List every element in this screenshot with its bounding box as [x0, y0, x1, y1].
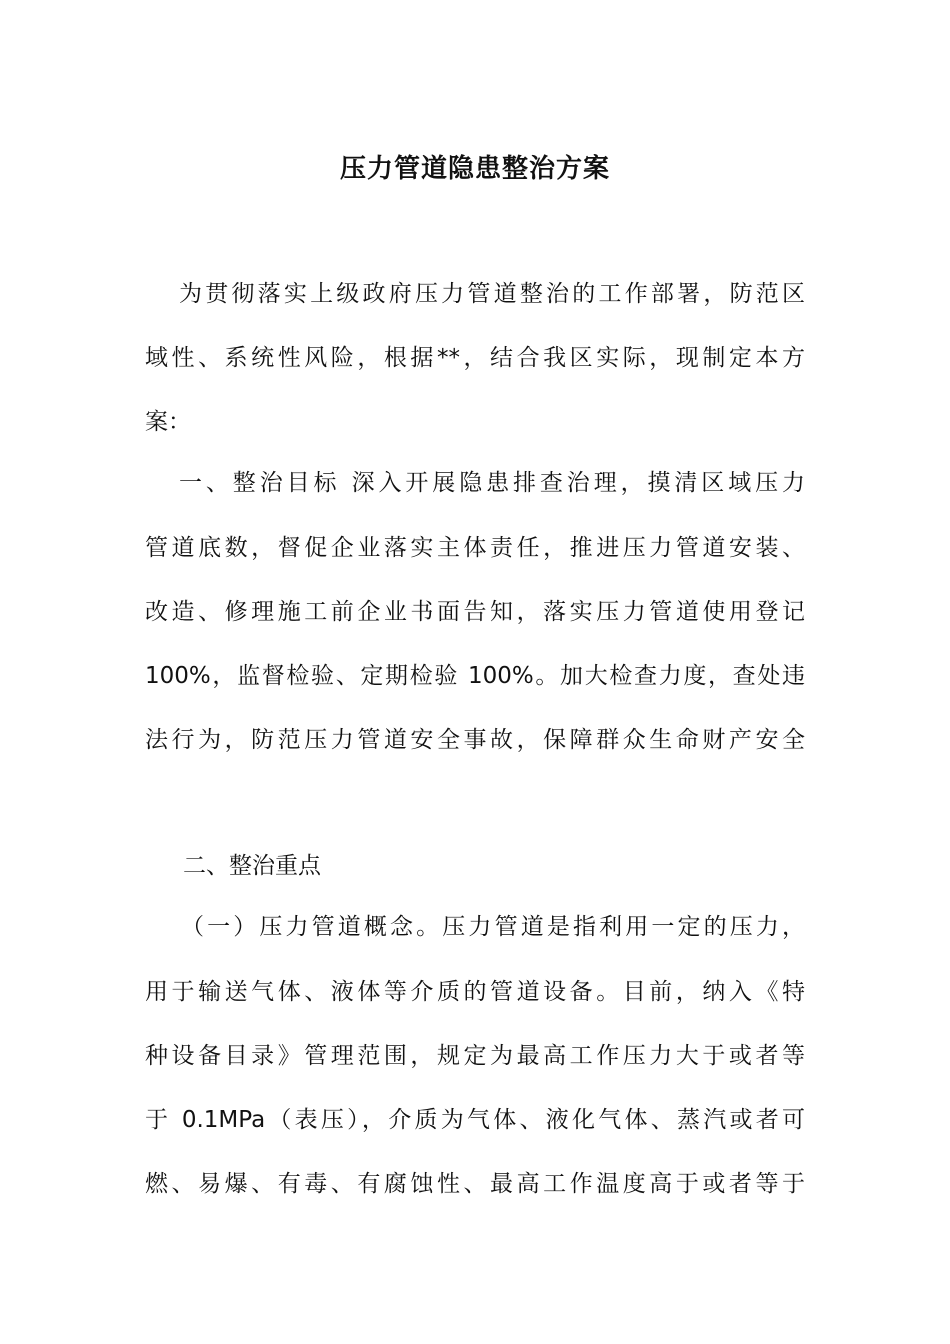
paragraph-line: 为贯彻落实上级政府压力管道整治的工作部署，防范区 [179, 281, 805, 307]
paragraph-line: 燃、易爆、有毒、有腐蚀性、最高工作温度高于或者等于 [145, 1171, 805, 1197]
paragraph-line: （一）压力管道概念。压力管道是指利用一定的压力， [181, 914, 805, 940]
paragraph-line: 改造、修理施工前企业书面告知，落实压力管道使用登记 [145, 599, 805, 625]
paragraph-line: 法行为，防范压力管道安全事故，保障群众生命财产安全 [145, 727, 805, 753]
document-title: 压力管道隐患整治方案 [339, 154, 610, 184]
paragraph-line: 域性、系统性风险，根据**，结合我区实际，现制定本方 [145, 345, 805, 371]
paragraph-line: 种设备目录》管理范围，规定为最高工作压力大于或者等 [145, 1043, 805, 1069]
section-heading-goal: 一、整治目标 深入开展隐患排查治理，摸清区域压力 [179, 470, 805, 496]
section-heading-focus: 二、整治重点 [183, 853, 321, 879]
paragraph-line: 100%，监督检验、定期检验 100%。加大检查力度，查处违 [145, 663, 805, 689]
paragraph-line: 案： [145, 409, 191, 435]
paragraph-line: 管道底数，督促企业落实主体责任，推进压力管道安装、 [145, 535, 805, 561]
paragraph-line: 于 0.1MPa（表压），介质为气体、液化气体、蒸汽或者可 [145, 1107, 805, 1133]
paragraph-line: 用于输送气体、液体等介质的管道设备。目前，纳入《特 [145, 979, 805, 1005]
